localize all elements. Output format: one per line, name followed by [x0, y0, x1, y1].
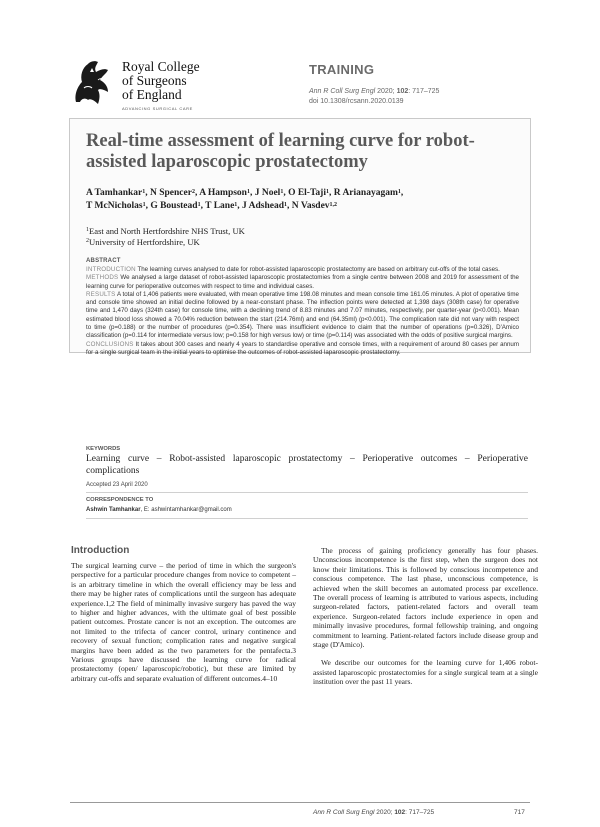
- abstract-conclusions: [86, 341, 519, 358]
- journal-volume: 102: [396, 88, 409, 95]
- footer-year: 2020;: [374, 809, 395, 816]
- footer-rule: [70, 802, 530, 803]
- abstract-text: The learning curves analysed to date for robot-assisted laparoscopic prostatectomy are based on arbitrary cut-offs of the total cases.: [137, 266, 500, 273]
- org-name-line1: Royal College: [122, 59, 200, 74]
- divider: [86, 492, 528, 493]
- author-name: G Boustead: [150, 201, 198, 211]
- author-name: O El-Taji: [288, 188, 326, 198]
- abstract-label: RESULTS: [86, 290, 116, 298]
- keywords-text: Learning curve – Robot-assisted laparoscopic prostatectomy – Perioperative outcomes – Perioperative complications: [86, 454, 528, 476]
- author-name: N Spencer: [150, 188, 192, 198]
- author-name: R Arianayagam: [333, 188, 398, 198]
- intro-paragraph-2: The process of gaining proficiency generally has four phases. Unconscious incompetence is the first step, when the surgeon does not know their limitations. This is followed by conscious incompetence and conscious competence. The last phase, unconscious competence, is achieved when the skill becomes an automated process par excellence. The overall process of learning is attributed to various aspects, including surgeon-related factors, patient-related factors and overall team experience. Surgeon-related factors include experience in open and minimally invasive procedures, formal fellowship training, and ongoing commitment to learning. Patient-related factors include disease group and stage (D'Amico).: [313, 546, 538, 650]
- section-label: TRAINING: [309, 62, 375, 77]
- author-affiliation-marker: 1,2: [329, 202, 338, 208]
- intro-paragraph-3: We describe our outcomes for the learning curve for 1,406 robot-assisted laparoscopic prostatectomies for a single surgical team at a single institution over the past 11 years.: [313, 658, 538, 687]
- author-name: T McNicholas: [86, 201, 143, 211]
- author-name: A Hampson: [199, 188, 247, 198]
- author-affiliation-marker: 2: [191, 189, 195, 195]
- affiliation-text: East and North Hertfordshire NHS Trust, UK: [89, 226, 245, 236]
- author-name: J Noel: [254, 188, 281, 198]
- affiliation: [86, 226, 526, 237]
- journal-reference: [309, 87, 439, 107]
- body-column-left: [71, 561, 296, 683]
- author-name: T Lane: [205, 201, 235, 211]
- author-affiliation-marker: 1: [234, 202, 238, 208]
- affiliation-text: University of Hertfordshire, UK: [89, 237, 200, 247]
- abstract-label: CONCLUSIONS: [86, 340, 134, 348]
- page-number: 717: [514, 809, 525, 816]
- affiliation-marker: 1: [86, 227, 89, 233]
- org-tagline: ADVANCING SURGICAL CARE: [122, 106, 193, 111]
- author-affiliation-marker: 1: [325, 189, 329, 195]
- introduction-heading: Introduction: [71, 545, 130, 556]
- author-affiliation-marker: 1: [284, 202, 288, 208]
- author-name: N Vasdev: [291, 201, 330, 211]
- keywords-heading: KEYWORDS: [86, 446, 121, 452]
- journal-pages: : 717–725: [408, 88, 440, 95]
- abstract-results: [86, 291, 519, 341]
- correspondence-line: [86, 507, 232, 513]
- abstract-text: We analysed a large dataset of robot-assisted laparoscopic prostatectomies from a single centre between 2008 and 2019 for assessment of the learning curve for perioperative outcomes with respect to time and individual cases.: [86, 274, 519, 290]
- accepted-date: Accepted 23 April 2020: [86, 482, 148, 488]
- author-name: J Adshead: [242, 201, 285, 211]
- org-name: [122, 60, 200, 102]
- org-name-line3: of England: [122, 87, 182, 102]
- footer-volume: 102: [394, 809, 406, 816]
- rcs-logo: [70, 58, 270, 118]
- griffin-crest-icon: [70, 58, 118, 108]
- author-line-1: A Tamhankar$^1$, N Spencer$^2$, A Hampson$^1$, J Noel$^1$, O El-Taji$^1$, R Arianayagam$^1$,: [86, 188, 404, 198]
- author-affiliation-marker: 1: [246, 189, 250, 195]
- footer-journal: Ann R Coll Surg Engl: [313, 809, 375, 816]
- footer-pages: : 717–725: [405, 809, 435, 816]
- article-title: Real-time assessment of learning curve for robot-assisted laparoscopic prostatectomy: [86, 131, 475, 172]
- abstract-label: INTRODUCTION: [86, 266, 136, 273]
- abstract-body: [86, 266, 519, 357]
- abstract-methods: [86, 274, 519, 291]
- affiliation-marker: 2: [86, 238, 89, 244]
- author-line-2: T McNicholas$^1$, G Boustead$^1$, T Lane$^1$, J Adshead$^1$, N Vasdev$^{1,2}$: [86, 201, 338, 211]
- affiliation: [86, 237, 526, 248]
- author-affiliation-marker: 1: [142, 189, 146, 195]
- journal-abbrev: Ann R Coll Surg Engl: [309, 88, 376, 95]
- author-name: A Tamhankar: [86, 188, 143, 198]
- affiliations: [86, 226, 526, 248]
- footer-citation: [313, 809, 434, 816]
- author-list: [86, 187, 526, 213]
- journal-year: 2020;: [375, 88, 397, 95]
- correspondence-name: Ashwin Tamhankar: [86, 507, 141, 513]
- abstract-label: METHODS: [86, 274, 119, 282]
- author-affiliation-marker: 1: [280, 189, 284, 195]
- divider: [86, 518, 528, 519]
- author-affiliation-marker: 1: [197, 202, 201, 208]
- abstract-text: It takes about 300 cases and nearly 4 years to standardise operative and console times, with a requirement of around 80 cases per annum for a single surgical team in the initial years to optimise the outcomes of robot-assisted laparoscopic prostatectomy.: [86, 340, 519, 356]
- intro-paragraph-1: The surgical learning curve – the period of time in which the surgeon's perspective for a particular procedure changes from novice to competent – is an arbitrary timeline in which the overall efficiency may be less and there may be higher rates of complications until the surgeon has adequate experience.1,2 The field of minimally invasive surgery has paved the way to higher and higher advances, with the ultimate goal of best possible patient outcomes. Prostate cancer is not an exception. The outcomes are not limited to the trifecta of cancer control, urinary continence and recovery of sexual function; complication rates and negative surgical margins have been added as the two parameters for the pentafecta.3 Various groups have discussed the learning curve for radical prostatectomy (open/ laparoscopic/robotic), but these are limited by arbitrary cut-offs and separate evaluation of different outcomes.4–10: [71, 561, 296, 683]
- correspondence-email[interactable]: , E: ashwintamhankar@gmail.com: [140, 507, 232, 513]
- doi: doi 10.1308/rcsann.2020.0139: [309, 98, 404, 105]
- abstract-heading: ABSTRACT: [86, 258, 121, 264]
- abstract-text: A total of 1,406 patients were evaluated, with mean operative time 198.08 minutes and mean console time 161.05 minutes. A plot of operative time and console time showed an initial decline followed by a near-constant phase. The inflection points were detected at 1,398 days (308th case) for operative time and 1,470 days (324th case) for console time, with a declining trend of 8.83 minutes and 7.07 minutes, respectively, per quarter-year (p<0.001). Mean estimated blood loss showed a 70.04% reduction between the start (214.76ml) and end (64.35ml) (p<0.001). The complication rate did not vary with respect to time (p=0.188) or the number of procedures (p=0.354). There was insufficient evidence to claim that the number of operations (p=0.326), D'Amico classification (p=0.114 for intermediate versus low; p=0.158 for high versus low) or time (p=0.114) was associated with the odds of positive surgical margins.: [86, 290, 519, 340]
- body-column-right: [313, 546, 538, 687]
- correspondence-heading: CORRESPONDENCE TO: [86, 497, 154, 503]
- abstract-introduction: [86, 266, 519, 274]
- author-affiliation-marker: 1: [142, 202, 146, 208]
- author-affiliation-marker: 1: [397, 189, 401, 195]
- org-name-line2: of Surgeons: [122, 73, 187, 88]
